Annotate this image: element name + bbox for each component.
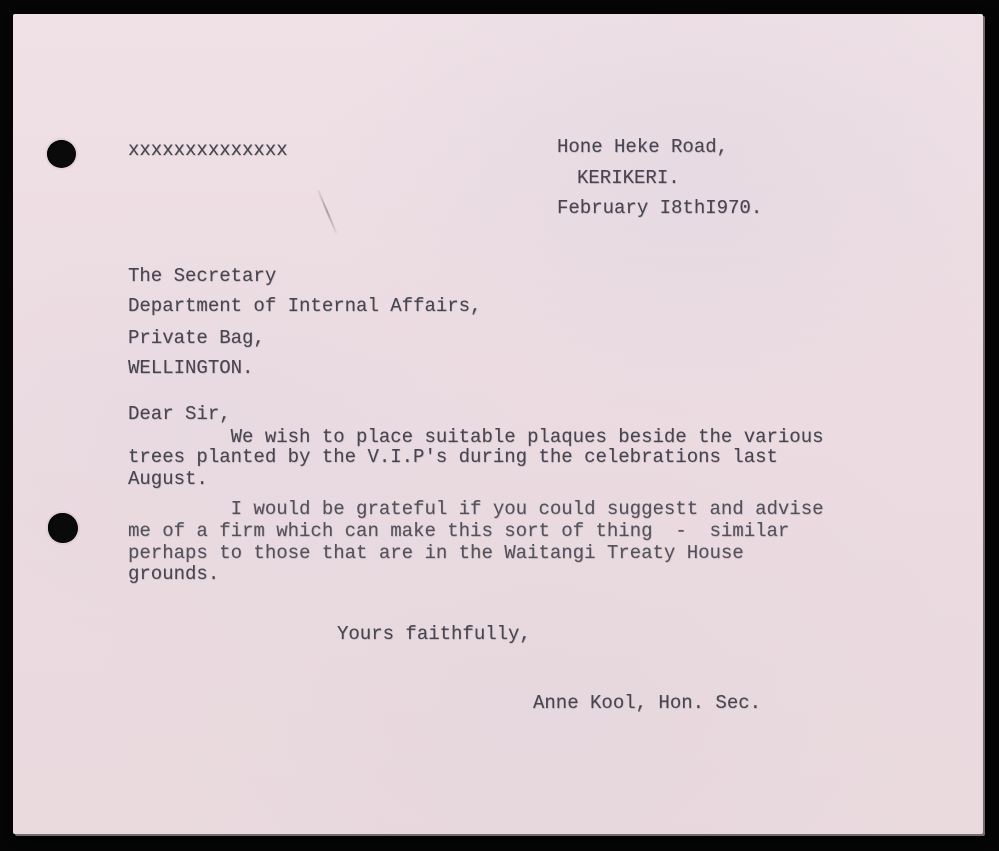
paragraph-1-line-3: August.: [128, 468, 208, 490]
paragraph-2-line-3: perhaps to those that are in the Waitangi Treaty House: [128, 542, 744, 564]
paragraph-2-line-4: grounds.: [128, 563, 220, 585]
paragraph-2-line-1: I would be grateful if you could suggestt and advise: [128, 498, 824, 520]
hole-punch-top: [47, 140, 76, 168]
recipient-line-2: Department of Internal Affairs,: [128, 295, 482, 317]
sender-address-line-1: Hone Heke Road,: [557, 136, 729, 158]
recipient-line-3: Private Bag,: [128, 327, 265, 349]
paragraph-1-line-1: We wish to place suitable plaques beside the various: [128, 426, 824, 448]
sender-address-line-2: KERIKERI.: [577, 167, 680, 189]
redacted-name: xxxxxxxxxxxxxx: [128, 139, 288, 161]
salutation: Dear Sir,: [128, 403, 231, 425]
hole-punch-bottom: [48, 513, 78, 543]
scratch-mark: [317, 190, 337, 234]
paragraph-1-line-2: trees planted by the V.I.P's during the celebrations last: [128, 446, 778, 468]
recipient-line-4: WELLINGTON.: [128, 357, 254, 379]
paragraph-2-line-2: me of a firm which can make this sort of thing - similar: [128, 520, 790, 542]
paper: [13, 14, 983, 834]
closing: Yours faithfully,: [337, 623, 531, 645]
signature: Anne Kool, Hon. Sec.: [533, 692, 762, 714]
recipient-line-1: The Secretary: [128, 265, 277, 287]
letter-date: February I8thI970.: [557, 197, 763, 219]
